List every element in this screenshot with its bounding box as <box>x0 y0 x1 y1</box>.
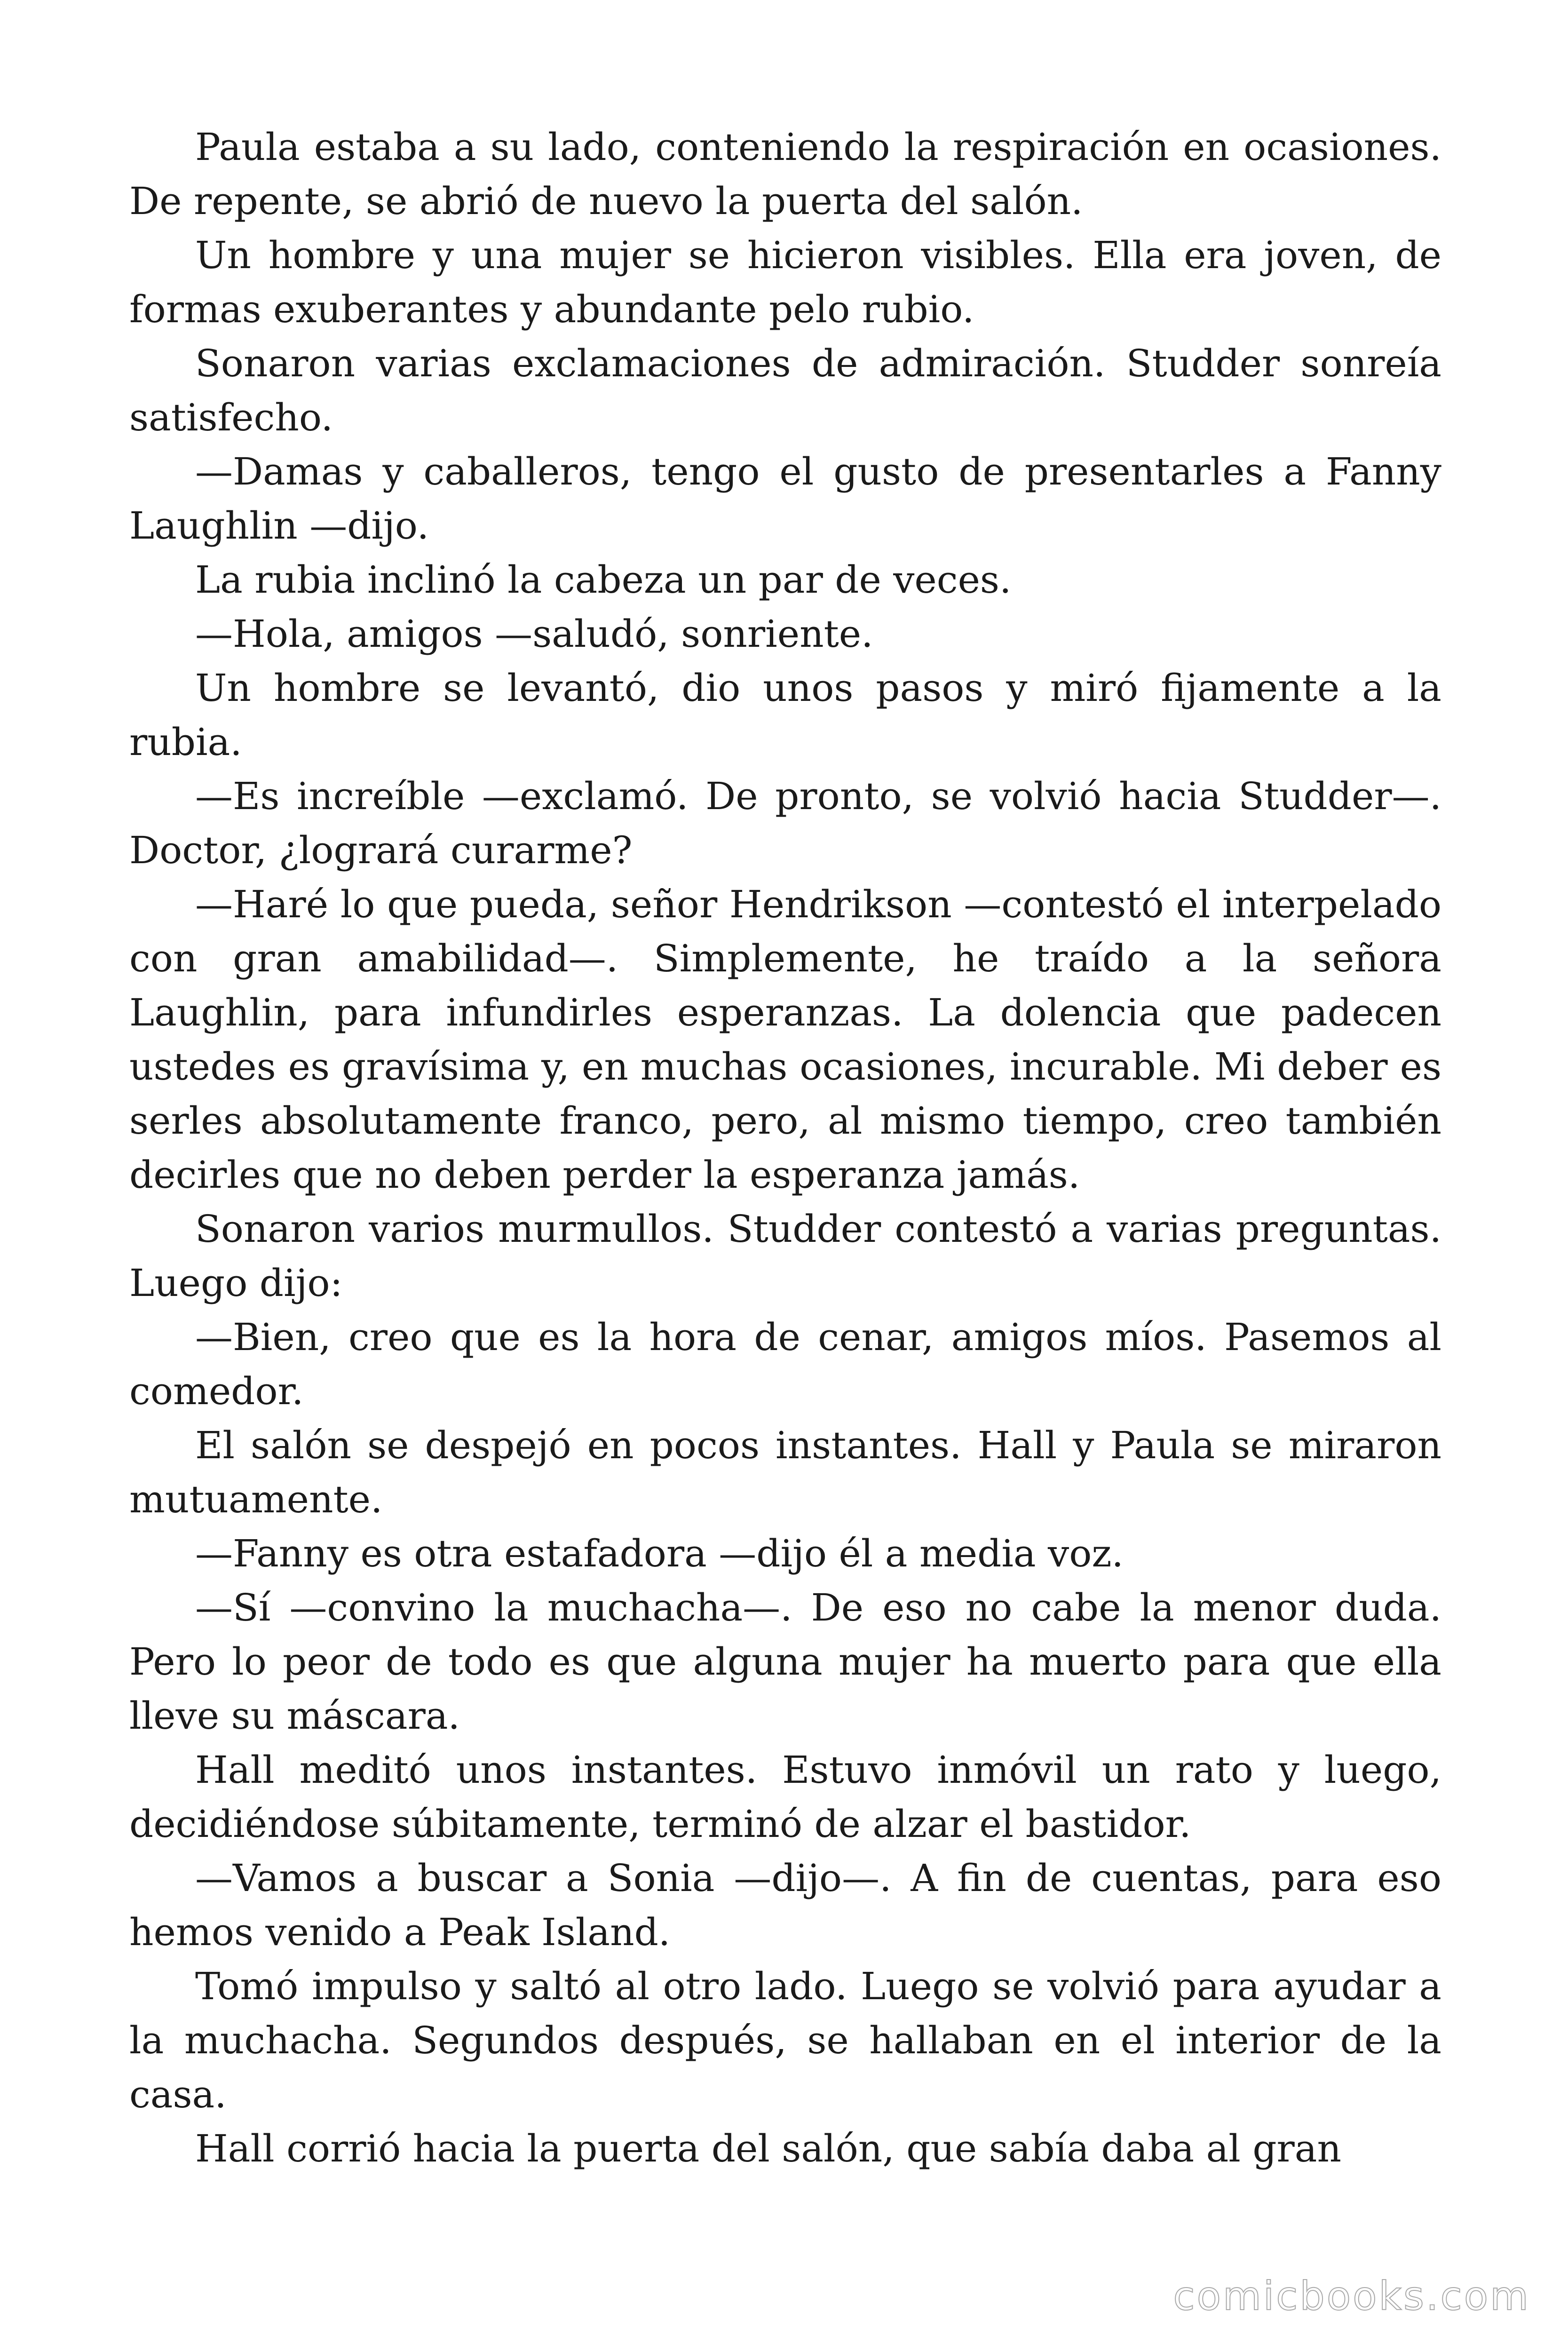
paragraph: —Damas y caballeros, tengo el gusto de presentarles a Fanny Laughlin —dijo. <box>129 450 1441 548</box>
paragraph: —Es increíble —exclamó. De pronto, se volvió hacia Studder—. Doctor, ¿logrará curarme? <box>129 774 1441 872</box>
paragraph: —Haré lo que pueda, señor Hendrikson —contestó el interpelado con gran amabilidad—. Simplemente, he traído a la señora Laughlin, para infundirles esperanzas. La dolencia que padecen ustedes es gravísima y, en muchas ocasiones, incurable. Mi deber es serles absolutamente franco, pero, al mismo tiempo, creo también decirles que no deben perder la esperanza jamás. <box>129 882 1441 1197</box>
paragraph: Tomó impulso y saltó al otro lado. Luego se volvió para ayudar a la muchacha. Segundos después, se hallaban en el interior de la casa. <box>129 1964 1441 2116</box>
paragraph: —Hola, amigos —saludó, sonriente. <box>195 612 873 656</box>
paragraph: —Bien, creo que es la hora de cenar, amigos míos. Pasemos al comedor. <box>129 1315 1441 1413</box>
last-paragraph: Hall corrió hacia la puerta del salón, que sabía daba al gran <box>195 2127 1341 2170</box>
paragraph: —Sí —convino la muchacha—. De eso no cabe la menor duda. Pero lo peor de todo es que alguna mujer ha muerto para que ella lleve su máscara. <box>129 1586 1441 1738</box>
paragraph: Paula estaba a su lado, conteniendo la respiración en ocasiones. De repente, se abrió de nuevo la puerta del salón. <box>129 125 1441 223</box>
paragraph: Sonaron varias exclamaciones de admiración. Studder sonreía satisfecho. <box>129 342 1441 439</box>
watermark: comicbooks.com <box>1173 2273 1530 2319</box>
paragraph: Hall meditó unos instantes. Estuvo inmóvil un rato y luego, decidiéndose súbitamente, terminó de alzar el bastidor. <box>129 1748 1441 1846</box>
paragraph: —Vamos a buscar a Sonia —dijo—. A fin de cuentas, para eso hemos venido a Peak Island. <box>129 1856 1441 1954</box>
paragraph: Un hombre y una mujer se hicieron visibles. Ella era joven, de formas exuberantes y abundante pelo rubio. <box>129 233 1441 331</box>
paragraph: El salón se despejó en pocos instantes. Hall y Paula se miraron mutuamente. <box>129 1423 1441 1521</box>
body-text <box>129 120 1441 2176</box>
paragraph: —Fanny es otra estafadora —dijo él a media voz. <box>195 1532 1124 1575</box>
paragraph: La rubia inclinó la cabeza un par de veces. <box>195 558 1012 602</box>
paragraph: Un hombre se levantó, dio unos pasos y miró fijamente a la rubia. <box>129 666 1441 764</box>
paragraph: Sonaron varios murmullos. Studder contestó a varias preguntas. Luego dijo: <box>129 1207 1441 1305</box>
